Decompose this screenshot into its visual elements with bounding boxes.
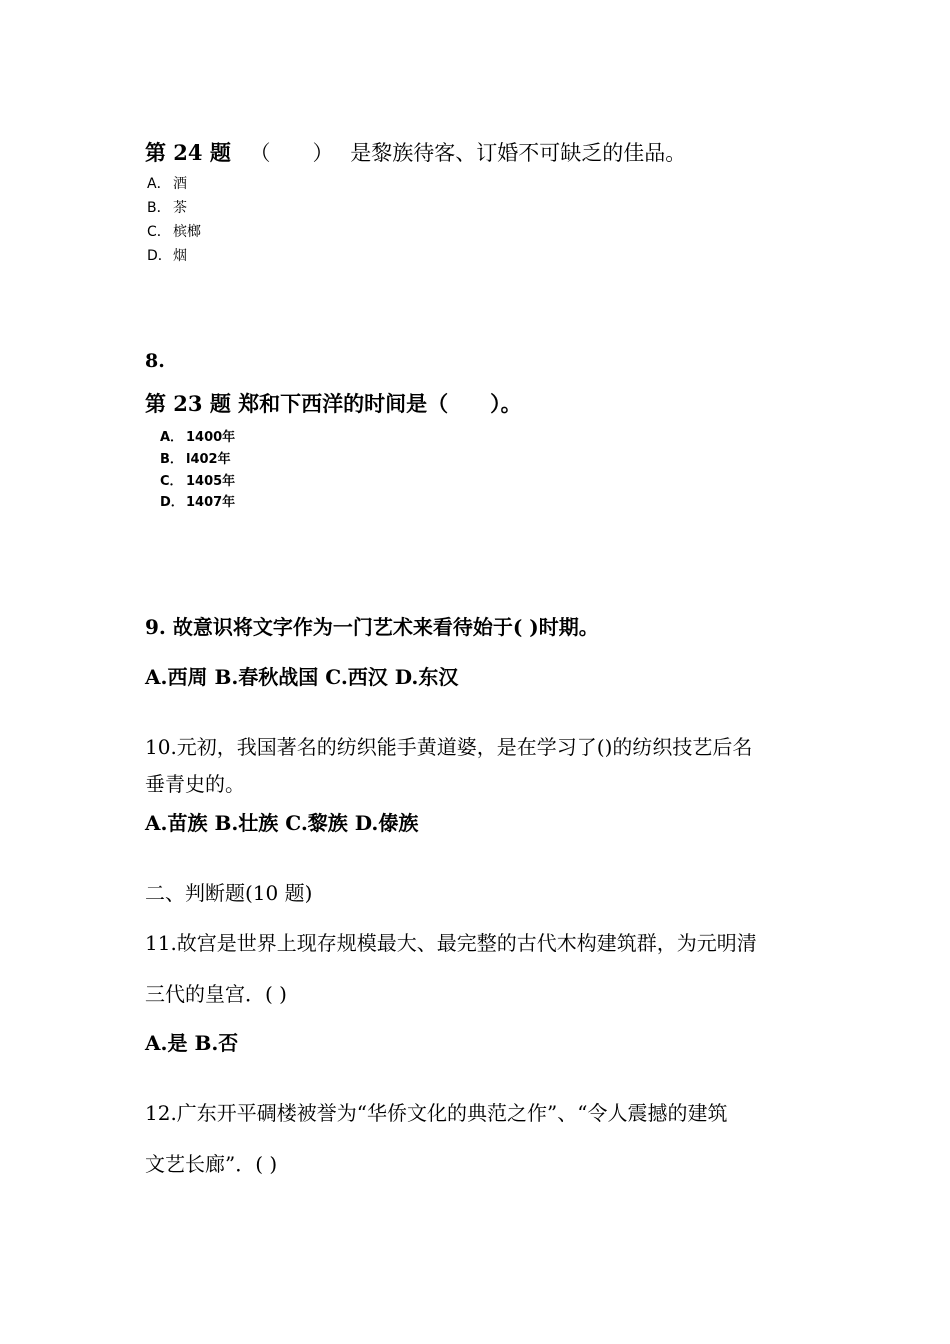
q11-line1: 11.故宫是世界上现存规模最大、最完整的古代木构建筑群，为元明清 (145, 931, 757, 955)
section-heading: 二、判断题(10 题) (145, 881, 313, 905)
q24-option-d: D．烟 (147, 248, 187, 264)
q10-options: A.苗族 B.壮族 C.黎族 D.傣族 (145, 811, 419, 835)
q12-line1: 12.广东开平碉楼被誉为“华侨文化的典范之作”、“令人震撼的建筑 (145, 1101, 728, 1125)
q23-option-c: C． 1405年 (160, 474, 236, 489)
q23-option-a: A． 1400年 (160, 430, 236, 445)
q8-number: 8. (145, 350, 165, 372)
q23-option-b: B． l402年 (160, 452, 231, 467)
q24-number: 第 24 题 (145, 140, 231, 165)
q24-option-c: C． 槟榔 (147, 224, 201, 240)
q24-stem: 是黎族待客、订婚不可缺乏的佳品。 (350, 141, 687, 165)
q24-option-b: B． 茶 (147, 200, 187, 216)
q12-line2: 文艺长廊”．( ) (145, 1152, 278, 1176)
q10-line2: 垂青史的。 (145, 772, 245, 796)
q11-options: A.是 B.否 (145, 1031, 239, 1055)
q10-line1: 10.元初，我国著名的纺织能手黄道婆，是在学习了()的纺织技艺后名 (145, 735, 753, 759)
q24-title (145, 137, 686, 167)
q9-options: A.西周 B.春秋战国 C.西汉 D.东汉 (145, 665, 459, 689)
q23-title: 第 23 题 郑和下西洋的时间是（ ）。 (145, 391, 522, 416)
q24-paren: （ ） (249, 141, 334, 165)
q9-stem: 9. 故意识将文字作为一门艺术来看待始于( )时期。 (145, 615, 599, 639)
q24-option-a: A． 酒 (147, 176, 187, 192)
q23-option-d: D． 1407年 (160, 495, 236, 510)
q11-line2: 三代的皇宫．( ) (145, 982, 287, 1006)
